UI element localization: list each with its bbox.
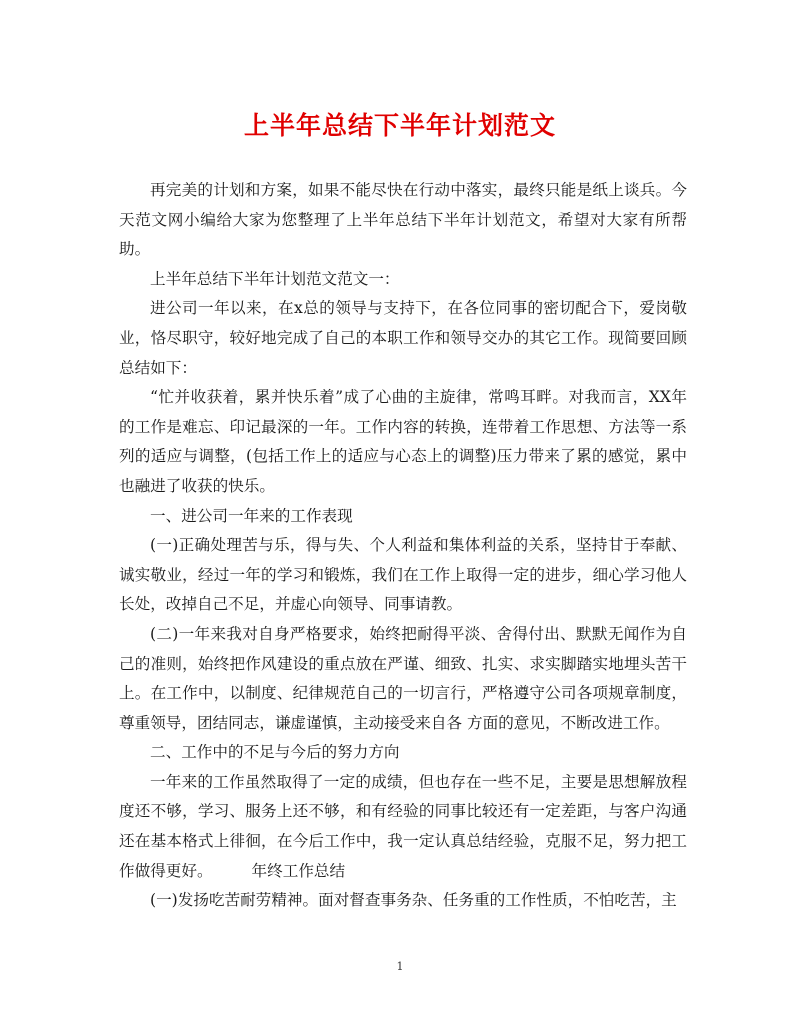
paragraph: 一年来的工作虽然取得了一定的成绩，但也存在一些不足，主要是思想解放程度还不够，学习、服务上还不够，和有经验的同事比较还有一定差距，与客户沟通还在基本格式上徘徊，在今后工作中，我一定认真总结经验，克服不足，努力把工作做得更好。 年终工作总结: [119, 772, 687, 880]
paragraph: (一)正确处理苦与乐，得与失、个人利益和集体利益的关系，坚持甘于奉献、诚实敬业，经过一年的学习和锻炼，我们在工作上取得一定的进步，细心学习他人长处，改掉自己不足，并虚心向领导、同事请教。: [119, 536, 687, 614]
paragraph-heading: 一、进公司一年来的工作表现: [150, 506, 353, 525]
paragraph-section-heading: 上半年总结下半年计划范文范文一：: [150, 269, 400, 288]
paragraph: (二)一年来我对自身严格要求，始终把耐得平淡、舍得付出、默默无闻作为自己的准则，始终把作风建设的重点放在严谨、细致、扎实、求实脚踏实地埋头苦干上。在工作中，以制度、纪律规范自己的一切言行，严格遵守公司各项规章制度，尊重领导，团结同志，谦虚谨慎，主动接受来自各 方面的意见，不断改进工作。: [119, 624, 687, 732]
paragraph-intro: 再完美的计划和方案，如果不能尽快在行动中落实，最终只能是纸上谈兵。今天范文网小编给大家为您整理了上半年总结下半年计划范文，希望对大家有所帮助。: [119, 181, 687, 259]
paragraph-heading: 二、工作中的不足与今后的努力方向: [150, 743, 400, 762]
document-body: [119, 176, 687, 916]
paragraph: 进公司一年以来，在x总的领导与支持下，在各位同事的密切配合下，爱岗敬业，恪尽职守，较好地完成了自己的本职工作和领导交办的其它工作。现简要回顾总结如下：: [119, 299, 687, 377]
page-number: 1: [396, 960, 404, 973]
paragraph: (一)发扬吃苦耐劳精神。面对督查事务杂、任务重的工作性质，不怕吃苦，主: [150, 891, 677, 910]
document-title: 上半年总结下半年计划范文: [243, 111, 556, 140]
paragraph: “忙并收获着，累并快乐着”成了心曲的主旋律，常鸣耳畔。对我而言，XX年的工作是难忘、印记最深的一年。工作内容的转换，连带着工作思想、方法等一系列的适应与调整，(包括工作上的适应与心态上的调整)压力带来了累的感觉，累中也融进了收获的快乐。: [119, 388, 687, 495]
